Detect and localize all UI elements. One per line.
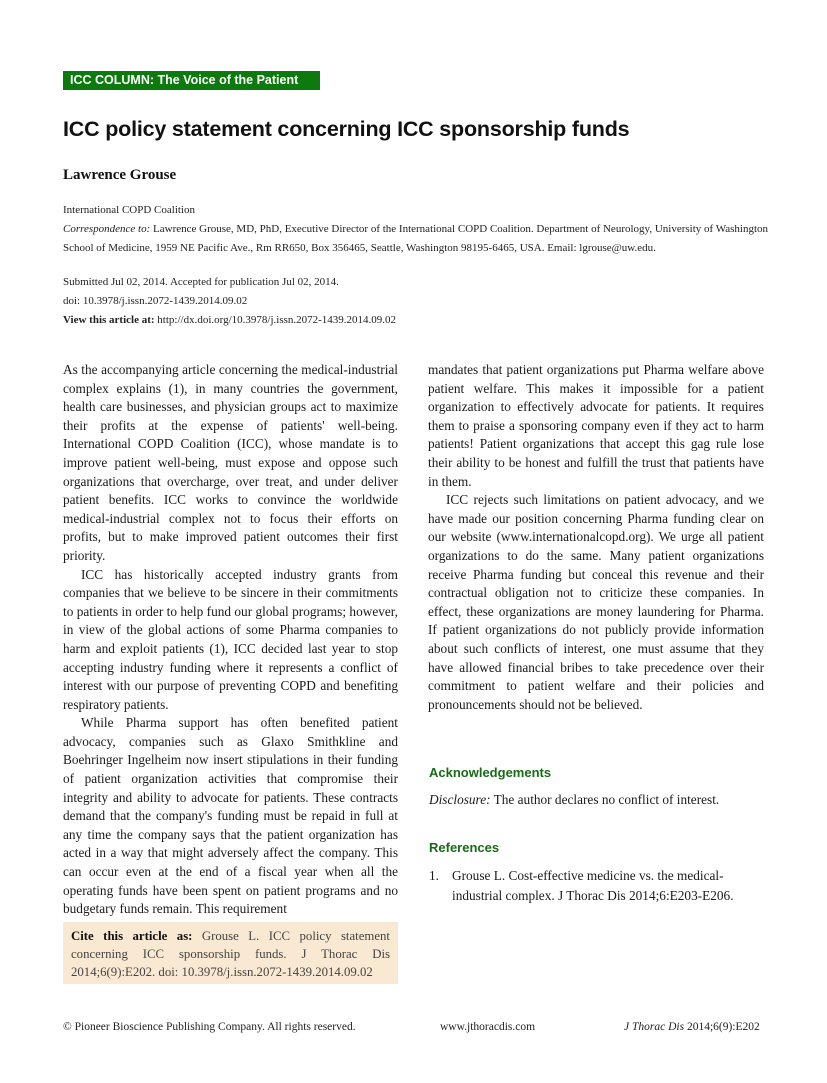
reference-number: 1. [429, 868, 439, 883]
view-article [63, 311, 396, 330]
citation-box [63, 922, 398, 984]
footer-website[interactable]: www.jthoracdis.com [440, 1021, 536, 1033]
correspondence-text: Lawrence Grouse, MD, PhD, Executive Director of the International COPD Coalition. Department of Neurology, University of Washington School of Medicine, 1959 NE Pacific Ave., Rm RR650, Box 356465, Seattle, Washington 98195-6465, USA. Email: lgrouse@uw.edu. [63, 223, 768, 254]
doi: doi: 10.3978/j.issn.2072-1439.2014.09.02 [63, 295, 248, 307]
view-article-link[interactable]: http://dx.doi.org/10.3978/j.issn.2072-1439.2014.09.02 [154, 314, 397, 326]
footer-journal-name: J Thorac Dis [624, 1021, 685, 1033]
paragraph: ICC has historically accepted industry grants from companies that we believe to be sincere in their commitments to patients in order to help fund our global programs; however, in view of the global actions of some Pharma companies to harm and exploit patients (1), ICC decided last year to stop accepting industry funding where it represents a conflict of interest with our purpose of preventing COPD and benefiting respiratory patients. [63, 566, 398, 712]
paragraph: As the accompanying article concerning the medical-industrial complex explains (1), in many countries the government, health care businesses, and physician groups act to maximize their profits at the expense of patients' well-being. International COPD Coalition (ICC), whose mandate is to improve patient well-being, must expose and oppose such organizations that overcharge, over treat, and under deliver patient benefits. ICC works to convince the worldwide medical-industrial complex not to focus their efforts on profits, but to make improved patient outcomes their first priority. [63, 362, 398, 563]
reference-list [429, 866, 765, 905]
correspondence [63, 220, 773, 258]
paragraph: mandates that patient organizations put Pharma welfare above patient welfare. This makes it impossible for a patient organization to effectively advocate for patients. It requires them to praise a sponsoring company even if they act to harm patients! Patient organizations that accept this gag rule lose their ability to be honest and fulfill the trust that patients have in them. [428, 362, 764, 489]
correspondence-label: Correspondence to: [63, 223, 151, 235]
reference-text: Grouse L. Cost-effective medicine vs. the medical-industrial complex. J Thorac Dis 2014;6:E203-E206. [452, 868, 734, 903]
citation-text: Grouse L. ICC policy statement concerning ICC sponsorship funds. J Thorac Dis 2014;6(9):E202. doi: 10.3978/j.issn.2072-1439.2014.09.02 [71, 929, 390, 979]
footer-copyright: © Pioneer Bioscience Publishing Company. All rights reserved. [63, 1021, 356, 1033]
disclosure-text: The author declares no conflict of interest. [490, 792, 720, 807]
paragraph: ICC rejects such limitations on patient advocacy, and we have made our position concerning Pharma funding clear on our website (www.internationalcopd.org). We urge all patient organizations to do the same. Many patient organizations receive Pharma funding but conceal this revenue and their contractual obligation not to criticize these companies. In effect, these organizations are money laundering for Pharma. If patient organizations do not publicly provide information about such conflicts of interest, one must assume that they have allowed financial bribes to take precedence over their commitment to patient welfare and their policies and pronouncements should not be believed. [428, 492, 764, 712]
acknowledgements-heading: Acknowledgements [429, 765, 552, 780]
footer-journal-citation [624, 1021, 760, 1033]
references-heading: References [429, 840, 500, 855]
disclosure-label: Disclosure: [429, 792, 491, 807]
column-badge: ICC COLUMN: The Voice of the Patient [63, 71, 320, 90]
citation-label: Cite this article as: [71, 929, 193, 943]
body-column-right [428, 361, 764, 714]
submission-dates: Submitted Jul 02, 2014. Accepted for publication Jul 02, 2014. [63, 276, 339, 288]
affiliation: International COPD Coalition [63, 204, 195, 216]
article-title: ICC policy statement concerning ICC sponsorship funds [63, 117, 630, 141]
reference-item [429, 866, 765, 905]
body-column-left [63, 361, 398, 919]
footer-issue: 2014;6(9):E202 [684, 1021, 760, 1033]
disclosure [429, 792, 719, 808]
view-article-label: View this article at: [63, 314, 155, 326]
paragraph: While Pharma support has often benefited patient advocacy, companies such as Glaxo Smithkline and Boehringer Ingelheim now insert stipulations in their funding of patient organization activities that compromise their integrity and ability to advocate for patients. These contracts demand that the company's funding must be repaid in full at any time the company says that the patient organization has acted in a way that might adversely affect the company. This can occur even at the end of a fiscal year when all the operating funds have been spent on patient programs and no budgetary funds remain. This requirement [63, 715, 398, 917]
author-name: Lawrence Grouse [63, 167, 177, 183]
